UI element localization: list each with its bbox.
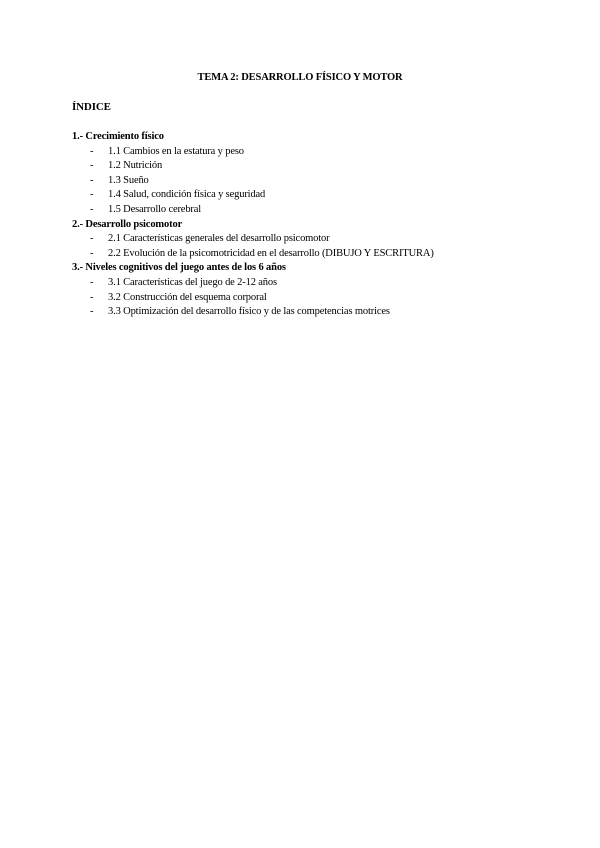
- toc-section-2: [72, 218, 552, 262]
- item-text: 3.2 Construcción del esquema corporal: [108, 291, 267, 303]
- list-item: [72, 188, 552, 203]
- list-item: [72, 145, 552, 160]
- item-text: 2.2 Evolución de la psicomotricidad en el desarrollo (DIBUJO Y ESCRITURA): [108, 247, 434, 259]
- list-item: [72, 174, 552, 189]
- toc-section-1: [72, 130, 552, 218]
- bullet-dash: -: [90, 203, 94, 215]
- list-item: [72, 159, 552, 174]
- item-text: 3.3 Optimización del desarrollo físico y de las competencias motrices: [108, 306, 390, 318]
- bullet-dash: -: [90, 306, 94, 318]
- bullet-dash: -: [90, 174, 94, 186]
- toc-section-3: [72, 261, 552, 319]
- list-item: [72, 291, 552, 306]
- list-item: [72, 247, 552, 262]
- section-title-desarrollo-psicomotor: 2.- Desarrollo psicomotor: [72, 218, 183, 230]
- item-text: 2.1 Características generales del desarrollo psicomotor: [108, 233, 330, 245]
- table-of-contents: [72, 130, 552, 320]
- list-item: [72, 276, 552, 291]
- list-item: [72, 203, 552, 218]
- list-item: [72, 305, 552, 320]
- bullet-dash: -: [90, 189, 94, 201]
- section-title-crecimiento-fisico: 1.- Crecimiento físico: [72, 131, 164, 142]
- item-text: 1.1 Cambios en la estatura y peso: [108, 145, 244, 157]
- bullet-dash: -: [90, 276, 94, 288]
- document-title: TEMA 2: DESARROLLO FÍSICO Y MOTOR: [197, 72, 403, 83]
- bullet-dash: -: [90, 160, 94, 172]
- list-item: [72, 232, 552, 247]
- item-text: 1.5 Desarrollo cerebral: [108, 203, 202, 215]
- bullet-dash: -: [90, 247, 94, 259]
- bullet-dash: -: [90, 145, 94, 157]
- section-title-niveles-cognitivos: 3.- Niveles cognitivos del juego antes de los 6 años: [72, 262, 286, 274]
- item-text: 1.2 Nutrición: [108, 160, 163, 172]
- item-text: 3.1 Características del juego de 2-12 años: [108, 276, 277, 288]
- bullet-dash: -: [90, 233, 94, 245]
- bullet-dash: -: [90, 291, 94, 303]
- index-heading: ÍNDICE: [72, 101, 111, 113]
- item-text: 1.4 Salud, condición física y seguridad: [108, 189, 266, 201]
- item-text: 1.3 Sueño: [108, 174, 149, 186]
